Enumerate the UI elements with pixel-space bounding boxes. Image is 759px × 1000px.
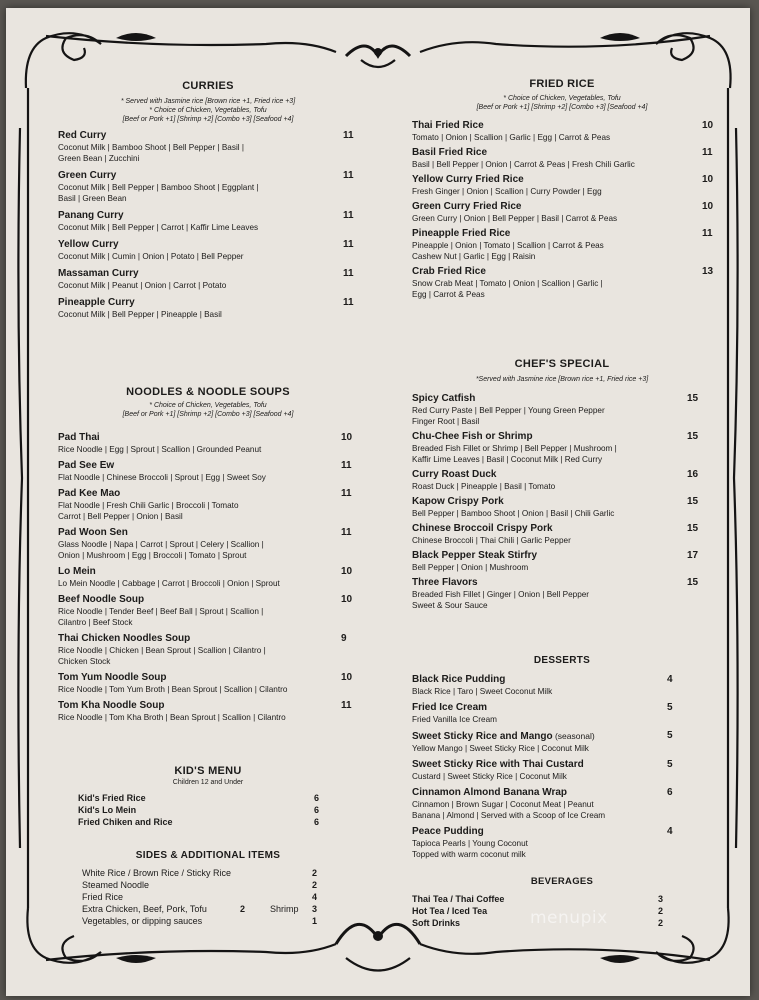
left-column: [58, 80, 358, 926]
item-description: Flat Noodle | Chinese Broccoli | Sprout | Egg | Sweet Soy: [58, 473, 266, 482]
desserts-title: DESSERTS: [533, 655, 591, 666]
sides-title: SIDES & ADDITIONAL ITEMS: [135, 850, 281, 861]
fried-rice-note: [Beef or Pork +1] [Shrimp +2] [Combo +3] [Seafood +4]: [476, 104, 648, 111]
beverages-title: BEVERAGES: [530, 876, 594, 887]
row-price: 2: [658, 906, 664, 916]
chef-title: CHEF'S SPECIAL: [514, 358, 610, 370]
item-price: 11: [343, 239, 354, 250]
item-name: Massaman Curry: [58, 268, 139, 279]
item-price: 17: [687, 550, 699, 561]
menu-item: [58, 460, 358, 483]
noodles-title: NOODLES & NOODLE SOUPS: [126, 386, 290, 398]
watermark-logo: menupix: [530, 908, 608, 928]
item-name: Peace Pudding: [412, 826, 484, 837]
item-description: Kaffir Lime Leaves | Basil | Coconut Milk | Red Curry: [412, 455, 603, 464]
menu-page: [6, 8, 750, 996]
item-price: 5: [667, 730, 673, 741]
item-description: Roast Duck | Pineapple | Basil | Tomato: [412, 482, 556, 491]
item-note: (seasonal): [552, 731, 595, 741]
menu-item: [58, 594, 358, 628]
menu-item: [412, 759, 712, 782]
menu-row: [82, 903, 348, 915]
row-price: 2: [658, 918, 664, 928]
menu-item: [412, 702, 712, 725]
curries-note: * Choice of Chicken, Vegetables, Tofu: [149, 107, 267, 114]
row-name: Soft Drinks: [412, 918, 461, 928]
row-price: 6: [314, 793, 320, 803]
item-description: Rice Noodle | Egg | Sprout | Scallion | Grounded Peanut: [58, 445, 262, 454]
row-price: 4: [312, 892, 318, 902]
item-price: 10: [702, 201, 714, 212]
row-name: Steamed Noodle: [82, 880, 150, 890]
item-name: Panang Curry: [58, 210, 124, 221]
menu-item: [58, 527, 358, 561]
row-name: Kid's Fried Rice: [78, 793, 146, 803]
item-description: Coconut Milk | Cumin | Onion | Potato | Bell Pepper: [58, 252, 244, 261]
item-price: 11: [343, 268, 354, 279]
menu-item: [412, 120, 712, 143]
item-name: Three Flavors: [412, 577, 478, 588]
item-description: Carrot | Bell Pepper | Onion | Basil: [58, 512, 183, 521]
item-description: Banana | Almond | Served with a Scoop of Ice Cream: [412, 811, 606, 820]
item-price: 11: [343, 130, 354, 141]
menu-row: [82, 891, 348, 903]
item-description: Cinnamon | Brown Sugar | Coconut Meat | Peanut: [412, 800, 594, 809]
item-description: Tomato | Onion | Scallion | Garlic | Egg | Carrot & Peas: [412, 133, 611, 142]
menu-item: [412, 577, 712, 611]
item-name: Cinnamon Almond Banana Wrap: [412, 787, 568, 798]
item-description: Tapioca Pearls | Young Coconut: [412, 839, 528, 848]
sides-list: [82, 867, 348, 927]
item-name: Curry Roast Duck: [412, 469, 497, 480]
item-price: 11: [343, 170, 354, 181]
menu-item: [58, 566, 358, 589]
menu-item: [412, 174, 712, 197]
item-description: Yellow Mango | Sweet Sticky Rice | Coconut Milk: [412, 744, 589, 753]
item-name: Beef Noodle Soup: [58, 594, 145, 605]
item-price: 15: [687, 393, 699, 404]
menu-item: [412, 393, 712, 427]
item-description: Basil | Green Bean: [58, 194, 127, 203]
row-name: Vegetables, or dipping sauces: [82, 916, 203, 926]
item-name: Basil Fried Rice: [412, 147, 488, 158]
item-description: Coconut Milk | Peanut | Onion | Carrot | Potato: [58, 281, 227, 290]
row-name: Fried Chiken and Rice: [78, 817, 173, 827]
item-name: Yellow Curry: [58, 239, 119, 250]
item-description: Fresh Ginger | Onion | Scallion | Curry Powder | Egg: [412, 187, 602, 196]
item-price: 11: [702, 147, 713, 158]
item-description: Red Curry Paste | Bell Pepper | Young Green Pepper: [412, 406, 605, 415]
item-name: Green Curry Fried Rice: [412, 201, 522, 212]
item-price: 15: [687, 431, 699, 442]
curries-title: CURRIES: [182, 80, 234, 92]
menu-item: [58, 210, 358, 233]
item-description: Coconut Milk | Bamboo Shoot | Bell Pepper | Basil |: [58, 143, 244, 152]
item-name: Pad Thai: [58, 432, 100, 443]
menu-item: [58, 488, 358, 522]
menu-item: [58, 268, 358, 291]
row-price: 6: [314, 817, 320, 827]
row-name: White Rice / Brown Rice / Sticky Rice: [82, 868, 232, 878]
item-price: 6: [667, 787, 673, 798]
item-price: 11: [343, 210, 354, 221]
item-name: Tom Kha Noodle Soup: [58, 700, 165, 711]
item-name: Black Rice Pudding: [412, 674, 506, 685]
item-name: Chu-Chee Fish or Shrimp: [412, 431, 533, 442]
menu-row: [78, 804, 348, 816]
item-name: Spicy Catfish: [412, 393, 476, 404]
menu-item: [412, 431, 712, 465]
item-description: Breaded Fish Fillet or Shrimp | Bell Pepper | Mushroom |: [412, 444, 617, 453]
item-name: Green Curry: [58, 170, 117, 181]
item-name: Crab Fried Rice: [412, 266, 486, 277]
item-description: Flat Noodle | Fresh Chili Garlic | Broccoli | Tomato: [58, 501, 239, 510]
item-price: 5: [667, 759, 673, 770]
item-price: 4: [667, 826, 673, 837]
fried-rice-title: FRIED RICE: [529, 78, 595, 90]
item-description: Snow Crab Meat | Tomato | Onion | Scallion | Garlic |: [412, 279, 603, 288]
row-price: 3: [658, 894, 664, 904]
item-description: Coconut Milk | Bell Pepper | Carrot | Kaffir Lime Leaves: [58, 223, 259, 232]
menu-item: [58, 130, 358, 164]
menu-item: [412, 228, 712, 262]
item-price: 15: [687, 496, 699, 507]
item-price: 11: [341, 488, 352, 499]
row-price: 2: [240, 904, 246, 914]
item-name: Tom Yum Noodle Soup: [58, 672, 167, 683]
chef-note: *Served with Jasmine rice [Brown rice +1, Fried rice +3]: [475, 376, 649, 383]
row-price: 2: [312, 868, 318, 878]
row-price: 1: [312, 916, 318, 926]
item-description: Egg | Carrot & Peas: [412, 290, 485, 299]
item-name: Yellow Curry Fried Rice: [412, 174, 524, 185]
item-price: 10: [341, 594, 353, 605]
item-description: Topped with warm coconut milk: [412, 850, 526, 859]
item-description: Cilantro | Beef Stock: [58, 618, 133, 627]
menu-item: [58, 239, 358, 262]
menu-row: [82, 867, 348, 879]
item-description: Green Bean | Zucchini: [58, 154, 140, 163]
item-description: Cashew Nut | Garlic | Egg | Raisin: [412, 252, 536, 261]
menu-row: [82, 879, 348, 891]
chef-list: [412, 393, 712, 615]
item-description: Finger Root | Basil: [412, 417, 480, 426]
item-price: 13: [702, 266, 714, 277]
menu-item: [412, 730, 712, 754]
desserts-list: [412, 674, 712, 865]
kids-list: [78, 792, 348, 828]
row-price: 6: [314, 805, 320, 815]
row-name: Kid's Lo Mein: [78, 805, 137, 815]
row-name: Shrimp: [270, 904, 299, 914]
menu-item: [412, 787, 712, 821]
item-price: 9: [341, 633, 347, 644]
item-description: Breaded Fish Fillet | Ginger | Onion | Bell Pepper: [412, 590, 590, 599]
item-description: Rice Noodle | Chicken | Bean Sprout | Scallion | Cilantro |: [58, 646, 266, 655]
item-name: Pineapple Fried Rice: [412, 228, 511, 239]
row-name: Extra Chicken, Beef, Pork, Tofu: [82, 904, 207, 914]
item-price: 10: [702, 120, 714, 131]
item-name: Sweet Sticky Rice with Thai Custard: [412, 759, 584, 770]
menu-item: [58, 633, 358, 667]
row-name: Fried Rice: [82, 892, 124, 902]
item-price: 15: [687, 577, 699, 588]
item-name: Lo Mein: [58, 566, 96, 577]
item-price: 11: [341, 700, 352, 711]
item-description: Rice Noodle | Tom Kha Broth | Bean Sprout | Scallion | Cilantro: [58, 713, 286, 722]
item-name: Black Pepper Steak Stirfry: [412, 550, 538, 561]
item-name: Pad Kee Mao: [58, 488, 121, 499]
item-price: 10: [341, 566, 353, 577]
item-price: 10: [702, 174, 714, 185]
item-name: Fried Ice Cream: [412, 702, 488, 713]
item-description: Basil | Bell Pepper | Onion | Carrot & Peas | Fresh Chili Garlic: [412, 160, 635, 169]
kids-title: KID'S MENU: [174, 765, 242, 777]
item-description: Green Curry | Onion | Bell Pepper | Basil | Carrot & Peas: [412, 214, 618, 223]
fried-rice-note: * Choice of Chicken, Vegetables, Tofu: [503, 95, 621, 102]
item-description: Lo Mein Noodle | Cabbage | Carrot | Broccoli | Onion | Sprout: [58, 579, 280, 588]
fried-rice-list: [412, 120, 712, 300]
row-price: 2: [312, 880, 318, 890]
item-price: 11: [341, 527, 352, 538]
item-name: Sweet Sticky Rice and Mango (seasonal): [412, 731, 595, 742]
menu-row: [78, 792, 348, 804]
item-price: 4: [667, 674, 673, 685]
menu-item: [412, 674, 712, 697]
menu-item: [412, 147, 712, 170]
item-description: Glass Noodle | Napa | Carrot | Sprout | Celery | Scallion |: [58, 540, 264, 549]
menu-item: [412, 266, 712, 300]
menu-item: [412, 550, 712, 573]
menu-item: [412, 496, 712, 519]
row-price: 3: [312, 904, 318, 914]
item-name: Pineapple Curry: [58, 297, 135, 308]
item-description: Rice Noodle | Tender Beef | Beef Ball | Sprout | Scallion |: [58, 607, 264, 616]
item-price: 16: [687, 469, 699, 480]
item-price: 10: [341, 672, 353, 683]
menu-item: [58, 700, 358, 723]
item-description: Pineapple | Onion | Tomato | Scallion | Carrot & Peas: [412, 241, 604, 250]
menu-item: [412, 469, 712, 492]
menu-item: [58, 432, 358, 455]
curries-note: * Served with Jasmine rice [Brown rice +1, Fried rice +3]: [120, 98, 296, 105]
item-name: Chinese Broccoil Crispy Pork: [412, 523, 553, 534]
menu-item: [412, 523, 712, 546]
item-name: Pad Woon Sen: [58, 527, 128, 538]
menu-item: [58, 297, 358, 320]
item-description: Coconut Milk | Bell Pepper | Bamboo Shoot | Eggplant |: [58, 183, 259, 192]
menu-item: [412, 201, 712, 224]
item-price: 11: [702, 228, 713, 239]
menu-row: [82, 915, 348, 927]
item-price: 10: [341, 432, 353, 443]
row-name: Thai Tea / Thai Coffee: [412, 894, 505, 904]
item-description: Chinese Broccoli | Thai Chili | Garlic Pepper: [412, 536, 571, 545]
item-description: Custard | Sweet Sticky Rice | Coconut Milk: [412, 772, 567, 781]
row-name: Hot Tea / Iced Tea: [412, 906, 488, 916]
item-price: 11: [341, 460, 352, 471]
item-name: Red Curry: [58, 130, 107, 141]
item-price: 5: [667, 702, 673, 713]
menu-item: [412, 826, 712, 860]
menu-row: [412, 893, 672, 905]
noodles-note: [Beef or Pork +1] [Shrimp +2] [Combo +3] [Seafood +4]: [122, 411, 294, 418]
item-description: Chicken Stock: [58, 657, 111, 666]
item-description: Bell Pepper | Bamboo Shoot | Onion | Basil | Chili Garlic: [412, 509, 615, 518]
item-description: Black Rice | Taro | Sweet Coconut Milk: [412, 687, 553, 696]
menu-item: [58, 672, 358, 695]
item-price: 15: [687, 523, 699, 534]
item-name: Thai Chicken Noodles Soup: [58, 633, 191, 644]
curries-list: [58, 130, 358, 320]
item-description: Onion | Mushroom | Egg | Broccoli | Tomato | Sprout: [58, 551, 247, 560]
noodles-list: [58, 432, 358, 728]
noodles-note: * Choice of Chicken, Vegetables, Tofu: [149, 402, 267, 409]
item-description: Fried Vanilla Ice Cream: [412, 715, 497, 724]
menu-row: [78, 816, 348, 828]
item-description: Coconut Milk | Bell Pepper | Pineapple | Basil: [58, 310, 222, 319]
kids-note: Children 12 and Under: [172, 779, 244, 786]
item-description: Sweet & Sour Sauce: [412, 601, 488, 610]
item-name: Thai Fried Rice: [412, 120, 484, 131]
item-description: Rice Noodle | Tom Yum Broth | Bean Sprout | Scallion | Cilantro: [58, 685, 288, 694]
item-name: Kapow Crispy Pork: [412, 496, 504, 507]
item-description: Bell Pepper | Onion | Mushroom: [412, 563, 529, 572]
menu-item: [58, 170, 358, 204]
curries-note: [Beef or Pork +1] [Shrimp +2] [Combo +3] [Seafood +4]: [122, 116, 294, 123]
item-name: Pad See Ew: [58, 460, 115, 471]
item-price: 11: [343, 297, 354, 308]
